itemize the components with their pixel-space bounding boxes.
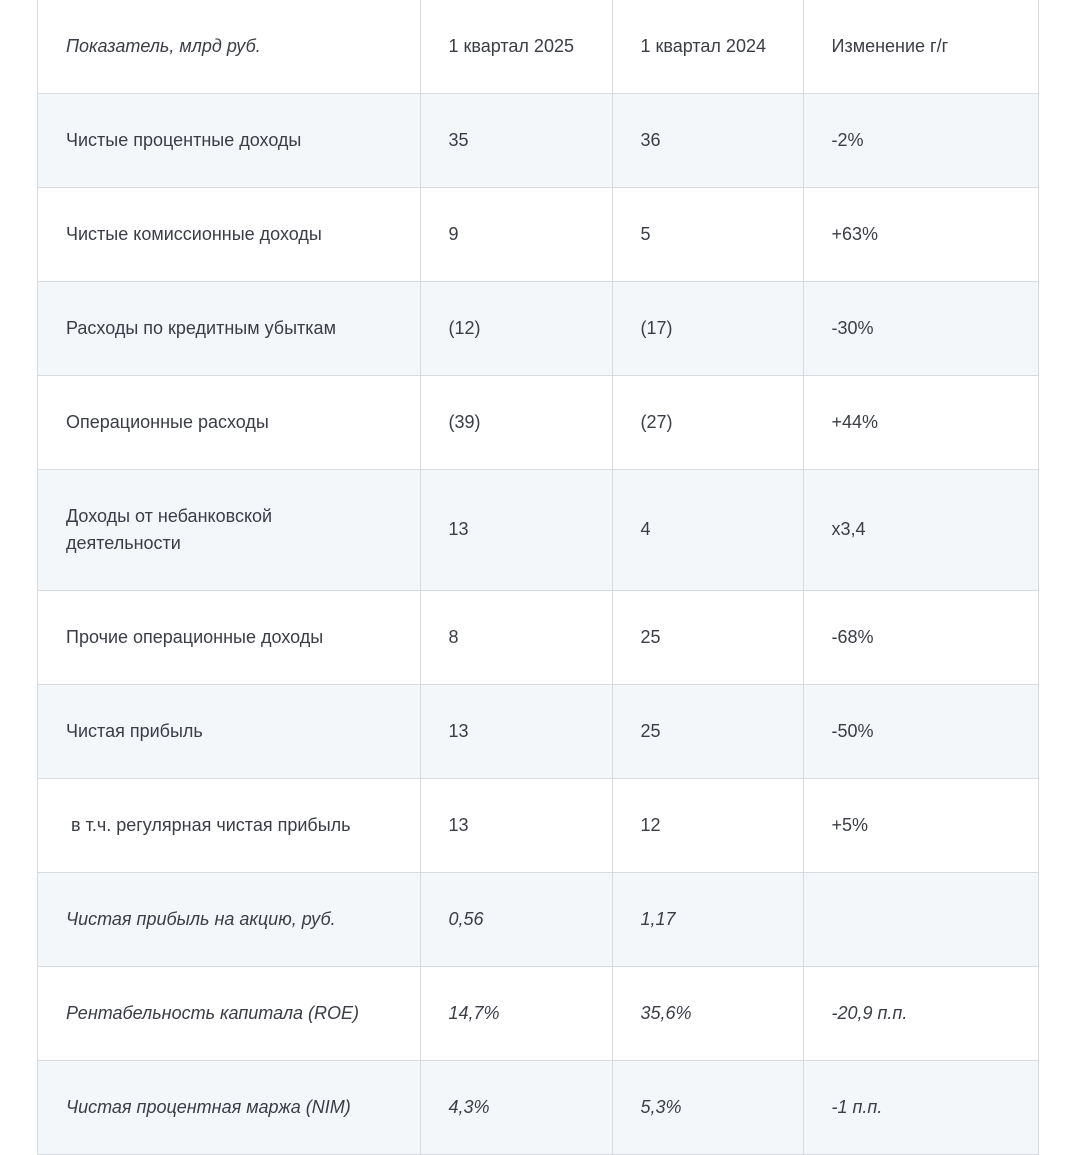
cell-q1-2024: 5 xyxy=(612,187,803,281)
cell-q1-2024: 1,17 xyxy=(612,872,803,966)
cell-q1-2024: 25 xyxy=(612,590,803,684)
cell-q1-2025: (39) xyxy=(420,375,612,469)
financial-results-table xyxy=(38,0,1038,1155)
row-label: Операционные расходы xyxy=(38,375,420,469)
cell-change: -50% xyxy=(803,684,1038,778)
cell-q1-2024: 4 xyxy=(612,469,803,590)
table-row xyxy=(38,590,1038,684)
table-row xyxy=(38,187,1038,281)
table-row xyxy=(38,872,1038,966)
cell-change: -2% xyxy=(803,93,1038,187)
cell-change: +44% xyxy=(803,375,1038,469)
row-label-text: в т.ч. регулярная чистая прибыль xyxy=(71,814,351,835)
cell-change: +63% xyxy=(803,187,1038,281)
header-q1-2024: 1 квартал 2024 xyxy=(612,0,803,93)
cell-q1-2025: (12) xyxy=(420,281,612,375)
cell-q1-2025: 4,3% xyxy=(420,1060,612,1154)
row-label: Чистая процентная маржа (NIM) xyxy=(38,1060,420,1154)
cell-q1-2025: 35 xyxy=(420,93,612,187)
cell-q1-2025: 9 xyxy=(420,187,612,281)
row-label: Чистая прибыль xyxy=(38,684,420,778)
cell-q1-2025: 0,56 xyxy=(420,872,612,966)
cell-q1-2025: 13 xyxy=(420,778,612,872)
cell-change: +5% xyxy=(803,778,1038,872)
table-row xyxy=(38,684,1038,778)
header-q1-2025: 1 квартал 2025 xyxy=(420,0,612,93)
row-label: Доходы от небанковской деятельности xyxy=(38,469,420,590)
cell-q1-2024: 35,6% xyxy=(612,966,803,1060)
cell-change: -20,9 п.п. xyxy=(803,966,1038,1060)
cell-change: -30% xyxy=(803,281,1038,375)
cell-q1-2024: (17) xyxy=(612,281,803,375)
row-label: Рентабельность капитала (ROE) xyxy=(38,966,420,1060)
cell-q1-2024: 36 xyxy=(612,93,803,187)
row-label xyxy=(38,778,420,872)
cell-change xyxy=(803,872,1038,966)
cell-q1-2025: 14,7% xyxy=(420,966,612,1060)
table-row xyxy=(38,93,1038,187)
cell-change: -68% xyxy=(803,590,1038,684)
cell-q1-2025: 13 xyxy=(420,684,612,778)
header-indicator: Показатель, млрд руб. xyxy=(38,0,420,93)
row-label: Расходы по кредитным убыткам xyxy=(38,281,420,375)
table-row xyxy=(38,966,1038,1060)
cell-q1-2025: 13 xyxy=(420,469,612,590)
cell-q1-2025: 8 xyxy=(420,590,612,684)
cell-q1-2024: 12 xyxy=(612,778,803,872)
table-row xyxy=(38,469,1038,590)
table-row xyxy=(38,778,1038,872)
cell-q1-2024: 5,3% xyxy=(612,1060,803,1154)
row-label: Чистые процентные доходы xyxy=(38,93,420,187)
cell-change: -1 п.п. xyxy=(803,1060,1038,1154)
table-row xyxy=(38,375,1038,469)
financial-results-table-container xyxy=(37,0,1039,1155)
cell-change: x3,4 xyxy=(803,469,1038,590)
row-label: Чистые комиссионные доходы xyxy=(38,187,420,281)
row-label: Прочие операционные доходы xyxy=(38,590,420,684)
row-label: Чистая прибыль на акцию, руб. xyxy=(38,872,420,966)
cell-q1-2024: 25 xyxy=(612,684,803,778)
table-row xyxy=(38,281,1038,375)
table-header-row xyxy=(38,0,1038,93)
header-change-yoy: Изменение г/г xyxy=(803,0,1038,93)
cell-q1-2024: (27) xyxy=(612,375,803,469)
